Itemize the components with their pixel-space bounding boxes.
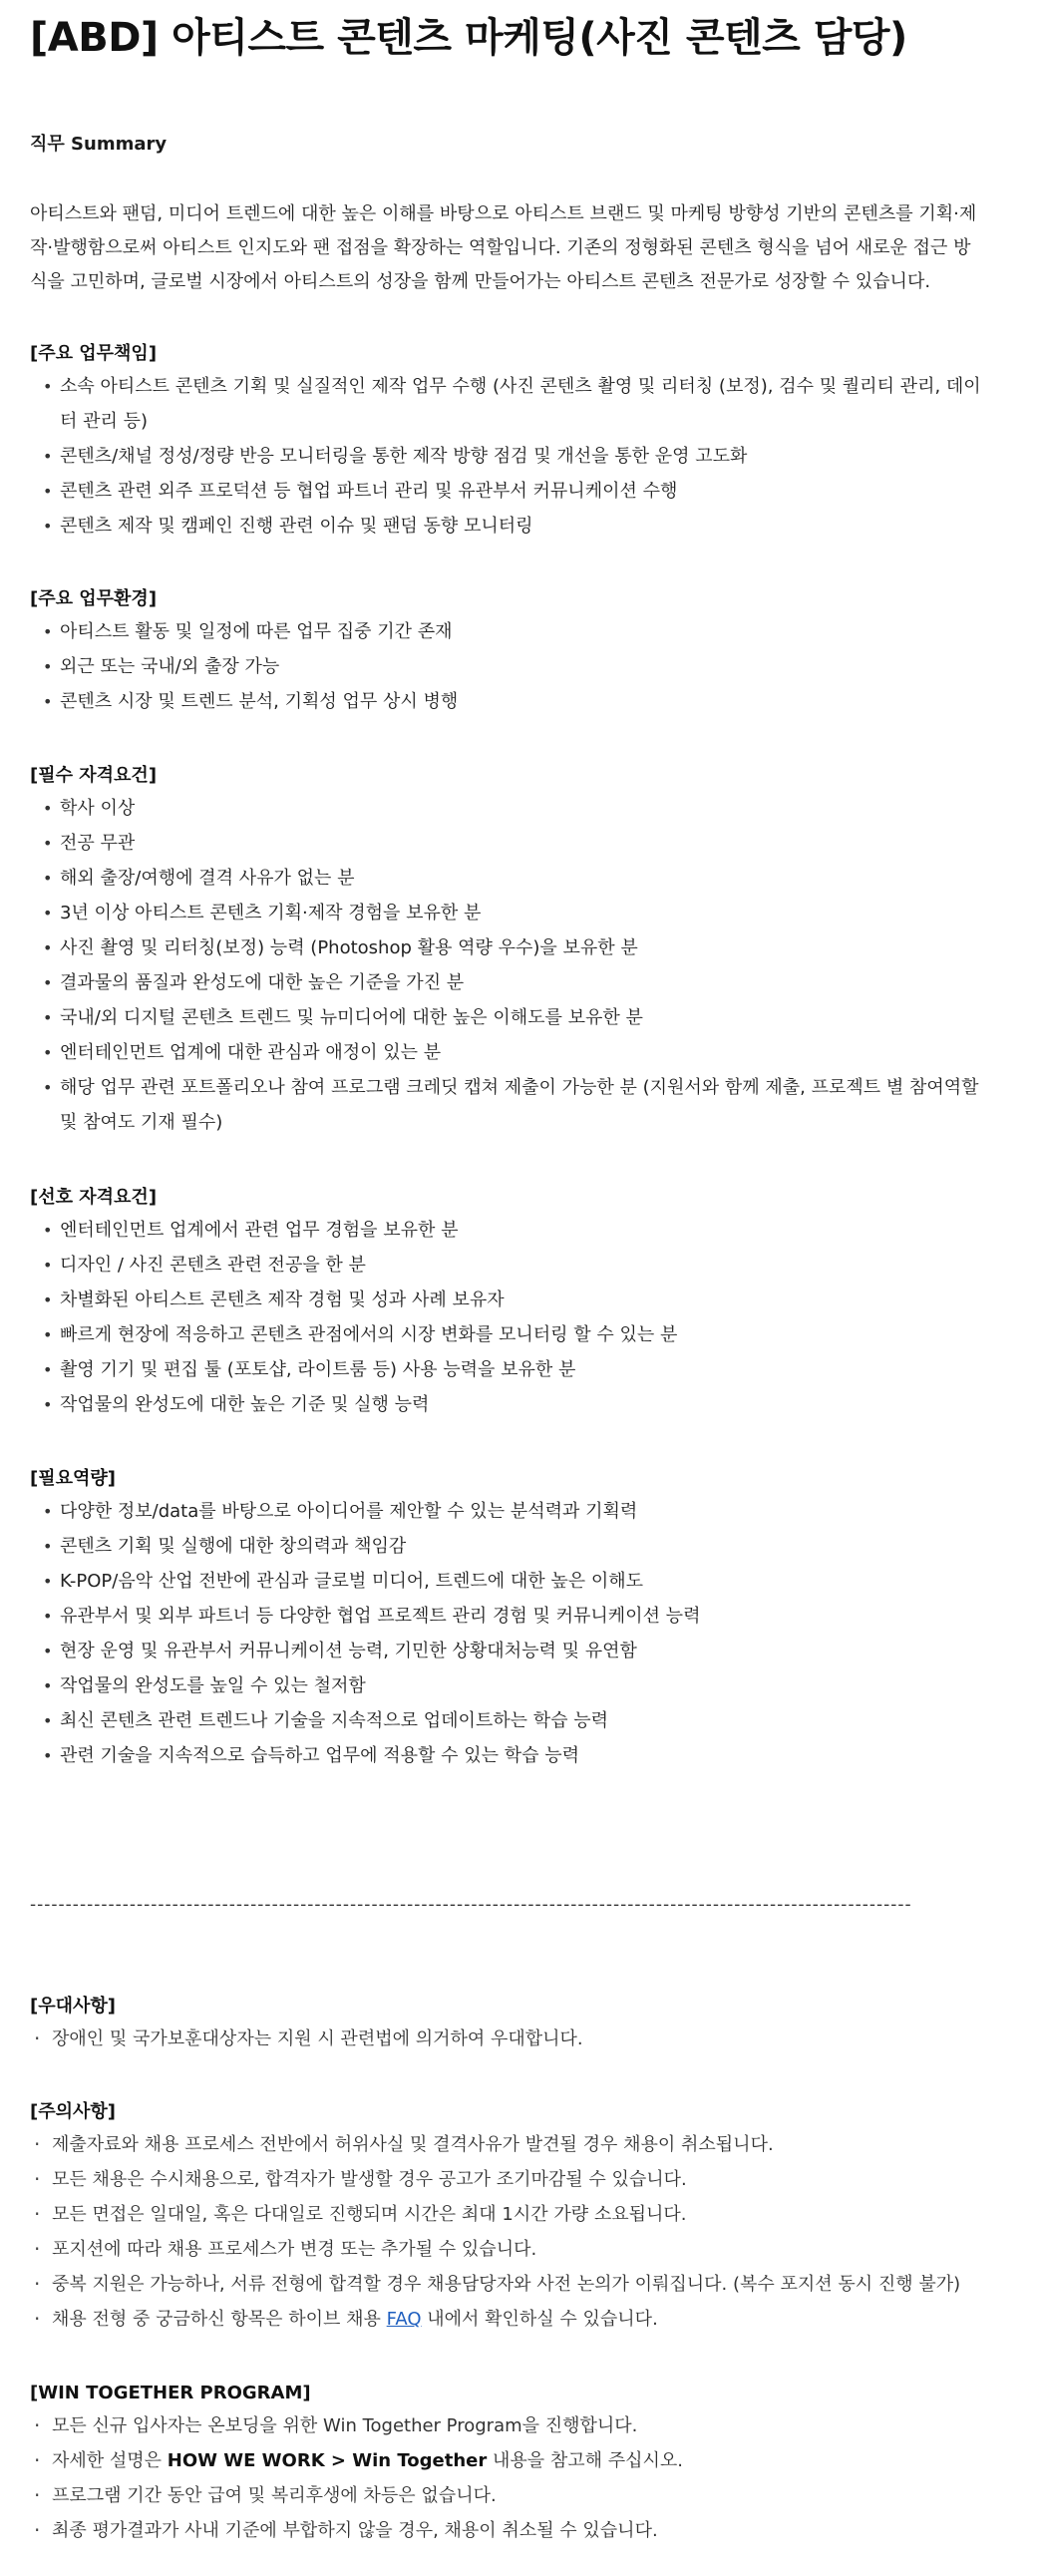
list-item: · 모든 신규 입사자는 온보딩을 위한 Win Together Program을 진행합니다.: [30, 2408, 987, 2443]
list-item: • 빠르게 현장에 적응하고 콘텐츠 관점에서의 시장 변화를 모니터링 할 수 있는 분: [30, 1317, 987, 1352]
win-item-suffix: 내용을 참고해 주십시오.: [487, 2450, 684, 2471]
list-item: • 아티스트 활동 및 일정에 따른 업무 집중 기간 존재: [30, 614, 987, 649]
list-item: • 해외 출장/여행에 결격 사유가 없는 분: [30, 861, 987, 896]
required-list: [30, 791, 987, 1140]
list-item: · 제출자료와 채용 프로세스 전반에서 허위사실 및 결격사유가 발견될 경우 채용이 취소됩니다.: [30, 2127, 987, 2162]
list-item: · 모든 면접은 일대일, 혹은 다대일로 진행되며 시간은 최대 1시간 가량 소요됩니다.: [30, 2197, 987, 2232]
notice-section: [30, 2099, 987, 2337]
list-item: • 디자인 / 사진 콘텐츠 관련 전공을 한 분: [30, 1248, 987, 1283]
preferred-heading: [선호 자격요건]: [30, 1187, 158, 1208]
competency-section: [30, 1466, 987, 1773]
competency-heading: [필요역량]: [30, 1468, 117, 1489]
summary-heading: 직무 Summary: [30, 134, 168, 155]
win-item-bold: HOW WE WORK > Win Together: [167, 2450, 488, 2471]
section-divider: ----------------------------------------------------------------------------------------------------------------------------: [30, 1895, 912, 1915]
notice-list: [30, 2127, 987, 2337]
list-item: • 현장 운영 및 유관부서 커뮤니케이션 능력, 기민한 상황대처능력 및 유연함: [30, 1634, 987, 1668]
preferred-section: [30, 1185, 987, 1422]
win-together-list: [30, 2408, 987, 2548]
duties-heading: [주요 업무책임]: [30, 343, 158, 364]
environment-section: [30, 586, 987, 719]
summary-text: 아티스트와 팬덤, 미디어 트렌드에 대한 높은 이해를 바탕으로 아티스트 브랜드 및 마케팅 방향성 기반의 콘텐츠를 기획·제작·발행함으로써 아티스트 인지도와 팬 접점을 확장하는 역할입니다. 기존의 정형화된 콘텐츠 형식을 넘어 새로운 접근 방식을 고민하며, 글로벌 시장에서 아티스트의 성장을 함께 만들어가는 아티스트 콘텐츠 전문가로 성장할 수 있습니다.: [30, 203, 977, 292]
duties-section: [30, 341, 987, 544]
faq-link[interactable]: FAQ: [386, 2309, 422, 2330]
list-item: • 작업물의 완성도에 대한 높은 기준 및 실행 능력: [30, 1387, 987, 1422]
list-item: • 외근 또는 국내/외 출장 가능: [30, 649, 987, 684]
list-item: • 콘텐츠 제작 및 캠페인 진행 관련 이슈 및 팬덤 동향 모니터링: [30, 509, 987, 544]
list-item: • 3년 이상 아티스트 콘텐츠 기획·제작 경험을 보유한 분: [30, 896, 987, 930]
competency-list: [30, 1494, 987, 1773]
list-item: • 콘텐츠 시장 및 트렌드 분석, 기획성 업무 상시 병행: [30, 684, 987, 719]
list-item: • 최신 콘텐츠 관련 트렌드나 기술을 지속적으로 업데이트하는 학습 능력: [30, 1703, 987, 1738]
win-together-heading: [WIN TOGETHER PROGRAM]: [30, 2383, 311, 2403]
preferred-list: [30, 1213, 987, 1422]
list-item: • 사진 촬영 및 리터칭(보정) 능력 (Photoshop 활용 역량 우수)을 보유한 분: [30, 930, 987, 965]
list-item: • 유관부서 및 외부 파트너 등 다양한 협업 프로젝트 관리 경험 및 커뮤니케이션 능력: [30, 1599, 987, 1634]
list-item: • 콘텐츠/채널 정성/정량 반응 모니터링을 통한 제작 방향 점검 및 개선을 통한 운영 고도화: [30, 439, 987, 474]
notice-heading: [주의사항]: [30, 2101, 117, 2122]
list-item: • 국내/외 디지털 콘텐츠 트렌드 및 뉴미디어에 대한 높은 이해도를 보유한 분: [30, 1000, 987, 1035]
list-item: • 엔터테인먼트 업계에서 관련 업무 경험을 보유한 분: [30, 1213, 987, 1248]
list-item: • 엔터테인먼트 업계에 대한 관심과 애정이 있는 분: [30, 1035, 987, 1070]
required-section: [30, 763, 987, 1140]
list-item: • K-POP/음악 산업 전반에 관심과 글로벌 미디어, 트렌드에 대한 높은 이해도: [30, 1564, 987, 1599]
list-item: [30, 2302, 987, 2337]
list-item: • 소속 아티스트 콘텐츠 기획 및 실질적인 제작 업무 수행 (사진 콘텐츠 촬영 및 리터칭 (보정), 검수 및 퀄리티 관리, 데이터 관리 등): [30, 369, 987, 439]
benefit-heading: [우대사항]: [30, 1996, 117, 2017]
environment-list: [30, 614, 987, 719]
list-item: • 차별화된 아티스트 콘텐츠 제작 경험 및 성과 사례 보유자: [30, 1283, 987, 1317]
benefit-section: [30, 1994, 987, 2056]
list-item: · 장애인 및 국가보훈대상자는 지원 시 관련법에 의거하여 우대합니다.: [30, 2022, 987, 2056]
list-item: • 촬영 기기 및 편집 툴 (포토샵, 라이트룸 등) 사용 능력을 보유한 분: [30, 1352, 987, 1387]
list-item: • 전공 무관: [30, 826, 987, 861]
page-title: [ABD] 아티스트 콘텐츠 마케팅(사진 콘텐츠 담당): [30, 15, 907, 61]
list-item: · 프로그램 기간 동안 급여 및 복리후생에 차등은 없습니다.: [30, 2478, 987, 2513]
environment-heading: [주요 업무환경]: [30, 588, 158, 609]
list-item: · 포지션에 따라 채용 프로세스가 변경 또는 추가될 수 있습니다.: [30, 2232, 987, 2267]
list-item: • 콘텐츠 기획 및 실행에 대한 창의력과 책임감: [30, 1529, 987, 1564]
faq-suffix: 내에서 확인하실 수 있습니다.: [421, 2309, 658, 2330]
duties-list: [30, 369, 987, 544]
list-item: • 콘텐츠 관련 외주 프로덕션 등 협업 파트너 관리 및 유관부서 커뮤니케이션 수행: [30, 474, 987, 509]
win-together-section: [30, 2381, 987, 2548]
list-item: · 중복 지원은 가능하나, 서류 전형에 합격할 경우 채용담당자와 사전 논의가 이뤄집니다. (복수 포지션 동시 진행 불가): [30, 2267, 987, 2302]
list-item: · 모든 채용은 수시채용으로, 합격자가 발생할 경우 공고가 조기마감될 수 있습니다.: [30, 2162, 987, 2197]
win-item-prefix: 자세한 설명은: [52, 2450, 168, 2471]
list-item: • 해당 업무 관련 포트폴리오나 참여 프로그램 크레딧 캡쳐 제출이 가능한 분 (지원서와 함께 제출, 프로젝트 별 참여역할 및 참여도 기재 필수): [30, 1070, 987, 1140]
faq-prefix: 채용 전형 중 궁금하신 항목은 하이브 채용: [52, 2309, 387, 2330]
list-item: · 최종 평가결과가 사내 기준에 부합하지 않을 경우, 채용이 취소될 수 있습니다.: [30, 2513, 987, 2548]
list-item: • 결과물의 품질과 완성도에 대한 높은 기준을 가진 분: [30, 965, 987, 1000]
list-item: • 작업물의 완성도를 높일 수 있는 철저함: [30, 1668, 987, 1703]
required-heading: [필수 자격요건]: [30, 765, 158, 786]
list-item: [30, 2443, 987, 2478]
list-item: • 다양한 정보/data를 바탕으로 아이디어를 제안할 수 있는 분석력과 기획력: [30, 1494, 987, 1529]
benefit-list: [30, 2022, 987, 2056]
list-item: • 관련 기술을 지속적으로 습득하고 업무에 적용할 수 있는 학습 능력: [30, 1738, 987, 1773]
list-item: • 학사 이상: [30, 791, 987, 826]
